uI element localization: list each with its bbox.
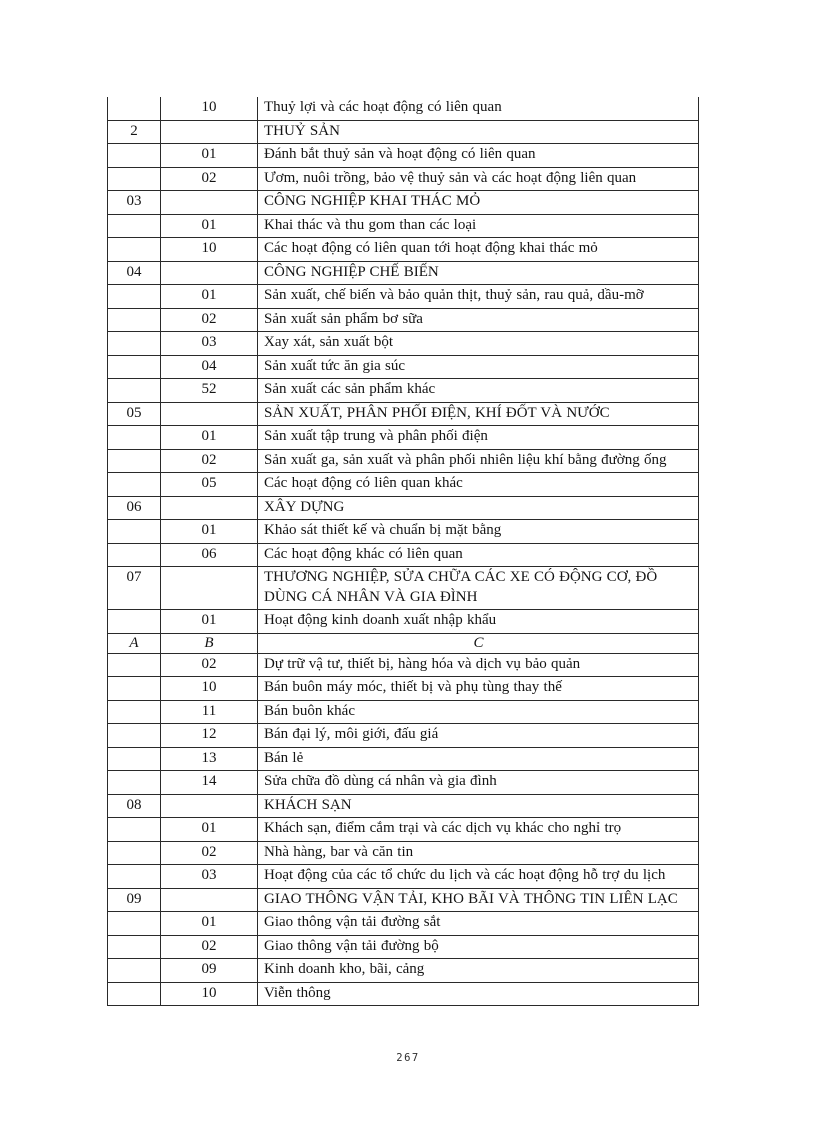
description-cell: CÔNG NGHIỆP KHAI THÁC MỎ — [258, 191, 699, 215]
table-row — [108, 167, 699, 191]
description-cell: THUỶ SẢN — [258, 120, 699, 144]
major-code-cell — [108, 677, 161, 701]
sub-code-cell — [161, 567, 258, 610]
sub-code-cell: 02 — [161, 167, 258, 191]
description-cell: Sửa chữa đồ dùng cá nhân và gia đình — [258, 771, 699, 795]
sub-code-cell — [161, 120, 258, 144]
description-cell: Ươm, nuôi trồng, bảo vệ thuỷ sản và các hoạt động liên quan — [258, 167, 699, 191]
description-cell: Đánh bắt thuỷ sản và hoạt động có liên quan — [258, 144, 699, 168]
major-code-cell — [108, 379, 161, 403]
major-code-cell — [108, 285, 161, 309]
sub-code-cell: 52 — [161, 379, 258, 403]
section-header-row — [108, 261, 699, 285]
major-code-cell — [108, 308, 161, 332]
sub-code-cell: 12 — [161, 724, 258, 748]
sub-code-cell: 09 — [161, 959, 258, 983]
sub-code-cell — [161, 261, 258, 285]
description-cell: Sản xuất tức ăn gia súc — [258, 355, 699, 379]
sub-code-cell: 01 — [161, 610, 258, 634]
major-code-cell — [108, 610, 161, 634]
description-cell: Bán đại lý, môi giới, đấu giá — [258, 724, 699, 748]
table-row — [108, 610, 699, 634]
description-cell: Sản xuất, chế biến và bảo quản thịt, thuỷ sản, rau quả, dầu-mỡ — [258, 285, 699, 309]
table-row — [108, 982, 699, 1006]
major-code-cell: A — [108, 633, 161, 653]
table-row — [108, 818, 699, 842]
major-code-cell — [108, 982, 161, 1006]
major-code-cell: 04 — [108, 261, 161, 285]
section-header-row — [108, 120, 699, 144]
section-header-row — [108, 794, 699, 818]
sub-code-cell: 01 — [161, 426, 258, 450]
table-row — [108, 308, 699, 332]
description-cell: Sản xuất tập trung và phân phối điện — [258, 426, 699, 450]
page-number: 267 — [396, 1052, 420, 1064]
major-code-cell — [108, 144, 161, 168]
table-row — [108, 959, 699, 983]
major-code-cell — [108, 426, 161, 450]
sub-code-cell: 14 — [161, 771, 258, 795]
sub-code-cell: 02 — [161, 653, 258, 677]
column-reference-row — [108, 633, 699, 653]
description-cell: CÔNG NGHIỆP CHẾ BIẾN — [258, 261, 699, 285]
major-code-cell — [108, 818, 161, 842]
description-cell: Giao thông vận tải đường bộ — [258, 935, 699, 959]
table-row — [108, 653, 699, 677]
major-code-cell: 06 — [108, 496, 161, 520]
major-code-cell — [108, 865, 161, 889]
major-code-cell — [108, 97, 161, 120]
description-cell: Hoạt động kinh doanh xuất nhập khẩu — [258, 610, 699, 634]
description-cell: Dự trữ vậ tư, thiết bị, hàng hóa và dịch vụ bảo quản — [258, 653, 699, 677]
sub-code-cell: 01 — [161, 818, 258, 842]
table-row — [108, 332, 699, 356]
description-cell: Xay xát, sản xuất bột — [258, 332, 699, 356]
sub-code-cell: 02 — [161, 449, 258, 473]
description-cell: Bán buôn máy móc, thiết bị và phụ tùng thay thế — [258, 677, 699, 701]
description-cell: THƯƠNG NGHIỆP, SỬA CHỮA CÁC XE CÓ ĐỘNG CƠ, ĐỒ DÙNG CÁ NHÂN VÀ GIA ĐÌNH — [258, 567, 699, 610]
table-row — [108, 771, 699, 795]
sub-code-cell: 10 — [161, 677, 258, 701]
sub-code-cell: 11 — [161, 700, 258, 724]
description-cell: Nhà hàng, bar và căn tin — [258, 841, 699, 865]
description-cell: XÂY DỰNG — [258, 496, 699, 520]
sub-code-cell: B — [161, 633, 258, 653]
description-cell: Khách sạn, điểm cắm trại và các dịch vụ khác cho nghỉ trọ — [258, 818, 699, 842]
industry-code-table — [107, 97, 699, 1006]
major-code-cell — [108, 449, 161, 473]
description-cell: GIAO THÔNG VẬN TẢI, KHO BÃI VÀ THÔNG TIN LIÊN LẠC — [258, 888, 699, 912]
major-code-cell: 07 — [108, 567, 161, 610]
sub-code-cell: 02 — [161, 308, 258, 332]
major-code-cell: 09 — [108, 888, 161, 912]
sub-code-cell: 06 — [161, 543, 258, 567]
table-row — [108, 543, 699, 567]
major-code-cell — [108, 724, 161, 748]
major-code-cell — [108, 355, 161, 379]
section-header-row — [108, 496, 699, 520]
table-row — [108, 214, 699, 238]
major-code-cell — [108, 912, 161, 936]
sub-code-cell: 01 — [161, 520, 258, 544]
sub-code-cell: 02 — [161, 841, 258, 865]
table-row — [108, 449, 699, 473]
major-code-cell — [108, 238, 161, 262]
sub-code-cell: 10 — [161, 982, 258, 1006]
major-code-cell — [108, 653, 161, 677]
section-header-row — [108, 191, 699, 215]
table-row — [108, 379, 699, 403]
description-cell: SẢN XUẤT, PHÂN PHỐI ĐIỆN, KHÍ ĐỐT VÀ NƯỚC — [258, 402, 699, 426]
description-cell: Các hoạt động khác có liên quan — [258, 543, 699, 567]
table-row — [108, 935, 699, 959]
table-row — [108, 144, 699, 168]
major-code-cell: 05 — [108, 402, 161, 426]
major-code-cell — [108, 841, 161, 865]
table-row — [108, 238, 699, 262]
sub-code-cell: 01 — [161, 912, 258, 936]
major-code-cell: 08 — [108, 794, 161, 818]
sub-code-cell: 10 — [161, 238, 258, 262]
description-cell: Các hoạt động có liên quan khác — [258, 473, 699, 497]
section-header-row — [108, 567, 699, 610]
table-row — [108, 97, 699, 120]
major-code-cell: 2 — [108, 120, 161, 144]
major-code-cell — [108, 214, 161, 238]
major-code-cell — [108, 700, 161, 724]
table-row — [108, 747, 699, 771]
sub-code-cell: 03 — [161, 865, 258, 889]
description-cell: Hoạt động của các tổ chức du lịch và các hoạt động hỗ trợ du lịch — [258, 865, 699, 889]
description-cell: Khảo sát thiết kế và chuẩn bị mặt bằng — [258, 520, 699, 544]
description-cell: Thuỷ lợi và các hoạt động có liên quan — [258, 97, 699, 120]
description-cell: Bán lẻ — [258, 747, 699, 771]
description-cell: Sản xuất sản phẩm bơ sữa — [258, 308, 699, 332]
table-row — [108, 841, 699, 865]
table-row — [108, 355, 699, 379]
description-cell: KHÁCH SẠN — [258, 794, 699, 818]
sub-code-cell: 10 — [161, 97, 258, 120]
description-cell: Các hoạt động có liên quan tới hoạt động khai thác mỏ — [258, 238, 699, 262]
sub-code-cell: 05 — [161, 473, 258, 497]
major-code-cell: 03 — [108, 191, 161, 215]
table-row — [108, 520, 699, 544]
table-row — [108, 285, 699, 309]
major-code-cell — [108, 473, 161, 497]
description-cell: C — [258, 633, 699, 653]
description-cell: Khai thác và thu gom than các loại — [258, 214, 699, 238]
description-cell: Sản xuất các sản phẩm khác — [258, 379, 699, 403]
table-row — [108, 700, 699, 724]
table-row — [108, 677, 699, 701]
sub-code-cell — [161, 888, 258, 912]
major-code-cell — [108, 935, 161, 959]
description-cell: Viễn thông — [258, 982, 699, 1006]
sub-code-cell: 04 — [161, 355, 258, 379]
sub-code-cell: 03 — [161, 332, 258, 356]
sub-code-cell: 01 — [161, 214, 258, 238]
table-body — [108, 97, 699, 1006]
major-code-cell — [108, 167, 161, 191]
description-cell: Sản xuất ga, sản xuất và phân phối nhiên liệu khí bằng đường ống — [258, 449, 699, 473]
table-row — [108, 865, 699, 889]
major-code-cell — [108, 332, 161, 356]
table-row — [108, 473, 699, 497]
sub-code-cell: 02 — [161, 935, 258, 959]
sub-code-cell — [161, 794, 258, 818]
major-code-cell — [108, 959, 161, 983]
major-code-cell — [108, 747, 161, 771]
table-row — [108, 724, 699, 748]
major-code-cell — [108, 543, 161, 567]
section-header-row — [108, 888, 699, 912]
sub-code-cell: 01 — [161, 285, 258, 309]
sub-code-cell — [161, 191, 258, 215]
major-code-cell — [108, 771, 161, 795]
sub-code-cell — [161, 402, 258, 426]
sub-code-cell: 13 — [161, 747, 258, 771]
description-cell: Bán buôn khác — [258, 700, 699, 724]
sub-code-cell — [161, 496, 258, 520]
table-row — [108, 912, 699, 936]
major-code-cell — [108, 520, 161, 544]
sub-code-cell: 01 — [161, 144, 258, 168]
table-row — [108, 426, 699, 450]
description-cell: Kinh doanh kho, bãi, cảng — [258, 959, 699, 983]
description-cell: Giao thông vận tải đường sắt — [258, 912, 699, 936]
section-header-row — [108, 402, 699, 426]
